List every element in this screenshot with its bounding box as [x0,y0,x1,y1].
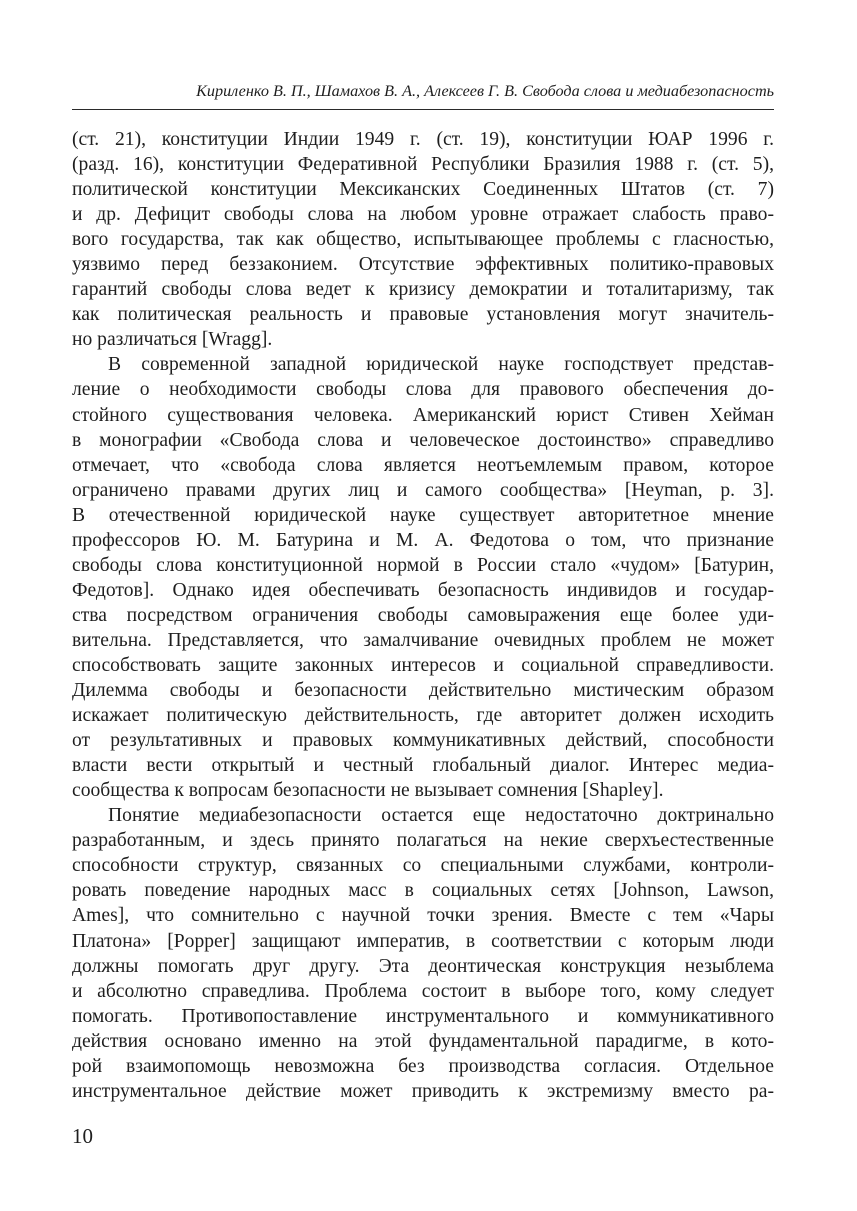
text-line: разработанным, и здесь принято полагаться на некие сверхъестественные [72,830,774,852]
text-line: от результативных и правовых коммуникативных действий, способности [72,730,774,752]
text-line: вого государства, так как общество, испытывающее проблемы с гласностью, [72,229,774,251]
running-head: Кириленко В. П., Шамахов В. А., Алексеев Г. В. Свобода слова и медиабезопасность [196,82,774,100]
text-line: помогать. Противопоставление инструментального и коммуникативного [72,1005,774,1027]
text-line: Федотов]. Однако идея обеспечивать безопасность индивидов и государ- [72,579,774,601]
text-line: но различаться [Wragg]. [72,329,273,351]
header-rule [72,109,774,110]
text-line: ства посредством ограничения свободы самовыражения еще более уди- [72,604,774,626]
text-line: инструментальное действие может приводить к экстремизму вместо ра- [72,1080,774,1102]
text-line: гарантий свободы слова ведет к кризису демократии и тоталитаризму, так [72,279,774,301]
text-line: Понятие медиабезопасности остается еще недостаточно доктринально [108,805,774,827]
text-line: В отечественной юридической науке существует авторитетное мнение [72,504,774,526]
text-line: (ст. 21), конституции Индии 1949 г. (ст. 19), конституции ЮАР 1996 г. [72,129,774,150]
text-line: В современной западной юридической науке господствует представ- [108,354,774,376]
text-line: отмечает, что «свобода слова является неотъемлемым правом, которое [72,454,774,476]
text-line: способствовать защите законных интересов и социальной справедливости. [72,654,774,676]
text-line: искажает политическую действительность, где авторитет должен исходить [72,705,774,727]
text-line: власти вести открытый и честный глобальный диалог. Интерес медиа- [72,755,774,777]
text-line: в монографии «Свобода слова и человеческое достоинство» справедливо [72,429,774,451]
page-number: 10 [72,1124,93,1148]
text-line: стойного существования человека. Американский юрист Стивен Хейман [72,404,774,426]
text-line: и др. Дефицит свободы слова на любом уровне отражает слабость право- [72,204,774,226]
text-line: Ames], что сомнительно с научной точки зрения. Вместе с тем «Чары [72,905,774,927]
text-line: политической конституции Мексиканских Соединенных Штатов (ст. 7) [72,179,774,201]
text-line: сообщества к вопросам безопасности не вызывает сомнения [Shapley]. [72,780,664,802]
text-line: Платона» [Popper] защищают императив, в соответствии с которым люди [72,930,774,952]
text-line: способности структур, связанных со специальными службами, контроли- [72,855,774,877]
text-line: (разд. 16), конституции Федеративной Республики Бразилия 1988 г. (ст. 5), [72,154,774,176]
text-line: ровать поведение народных масс в социальных сетях [Johnson, Lawson, [72,880,774,902]
text-line: и абсолютно справедлива. Проблема состоит в выборе того, кому следует [72,980,774,1002]
text-line: Дилемма свободы и безопасности действительно мистическим образом [72,680,774,702]
body-text [72,127,774,1104]
text-line: как политическая реальность и правовые установления могут значитель- [72,304,774,326]
text-line: вительна. Представляется, что замалчивание очевидных проблем не может [72,629,774,651]
text-line: действия основано именно на этой фундаментальной парадигме, в кото- [72,1030,774,1052]
text-line: ление о необходимости свободы слова для правового обеспечения до- [72,379,774,401]
text-line: свободы слова конституционной нормой в России стало «чудом» [Батурин, [72,554,774,576]
text-line: ограничено правами других лиц и самого сообщества» [Heyman, p. 3]. [72,479,774,501]
text-line: уязвимо перед беззаконием. Отсутствие эффективных политико-правовых [72,254,774,276]
text-line: профессоров Ю. М. Батурина и М. А. Федотова о том, что признание [72,529,774,551]
text-line: рой взаимопомощь невозможна без производства согласия. Отдельное [72,1055,774,1077]
text-line: должны помогать друг другу. Эта деонтическая конструкция незыблема [72,955,774,977]
